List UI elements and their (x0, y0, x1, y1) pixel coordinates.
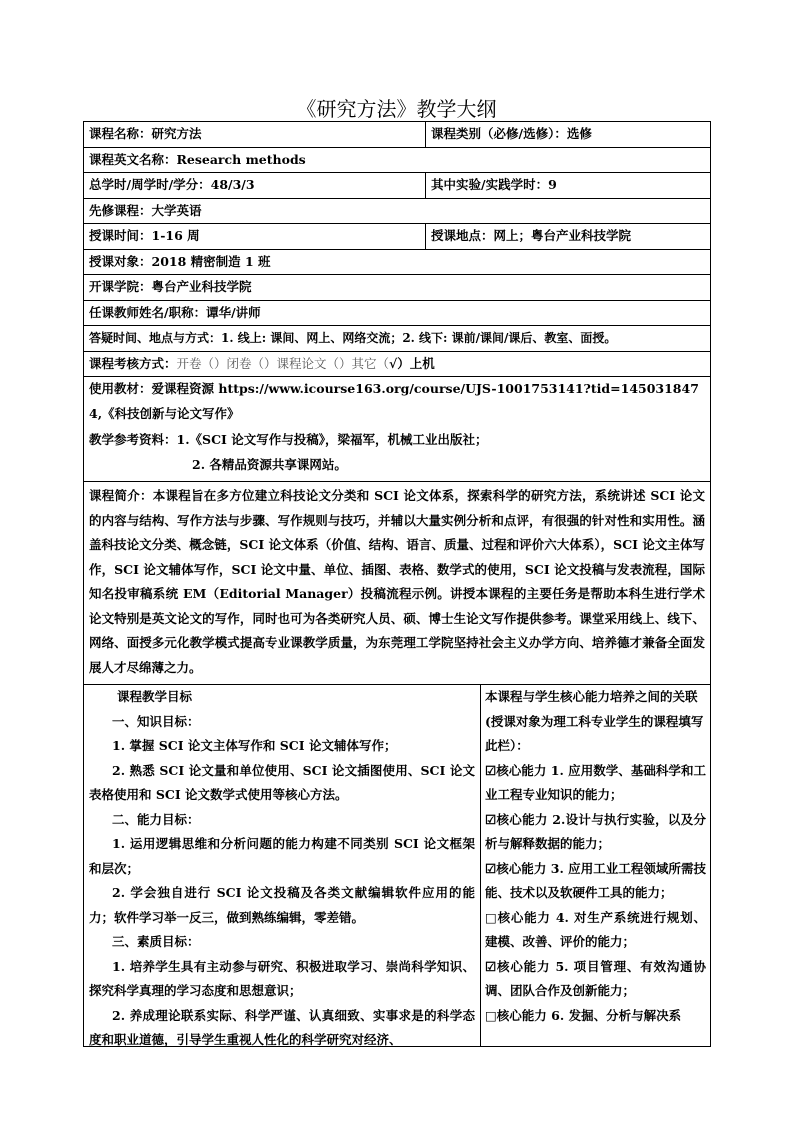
goal-item: 三、素质目标： (112, 934, 200, 949)
english-name: 课程英文名称：Research methods (89, 151, 306, 167)
course-name: 课程名称：研究方法 (84, 122, 426, 147)
assessment-options: 开卷（）闭卷（）课程论文（）其它（ (176, 355, 390, 371)
teaching-place: 授课地点：网上；粤台产业科技学院 (431, 228, 632, 243)
reference-1: 教学参考资料：1.《SCI 论文写作与投稿》，梁福军，机械工业出版社； (89, 432, 488, 447)
course-type: 课程类别（必修/选修）：选修 (431, 126, 592, 141)
core-ability-item: ☑核心能力 5. 项目管理、有效沟通协调、团队合作及创新能力； (485, 958, 706, 998)
goal-item: 2. 养成理论联系实际、科学严谨、认真细致、实事求是的科学态度和职业道德，引导学生重视人性化的科学研究对经济、 (89, 1007, 475, 1046)
goals-heading: 课程教学目标 (117, 689, 193, 704)
lab-hours: 其中实验/实践学时：9 (431, 177, 557, 192)
teaching-goals (84, 685, 481, 1046)
core-abilities (481, 685, 710, 1046)
assessment-selected: √）上机 (389, 355, 435, 371)
document-title: 《研究方法》教学大纲 (296, 97, 497, 121)
core-ability-item: □核心能力 6. 发掘、分析与解决系 (485, 1007, 682, 1023)
reference-2: 2. 各精品资源共享课网站。 (192, 456, 347, 472)
goal-item: 1. 掌握 SCI 论文主体写作和 SCI 论文辅体写作； (112, 738, 397, 753)
goal-item: 2. 熟悉 SCI 论文量和单位使用、SCI 论文插图使用、SCI 论文表格使用和 SCI 论文数学式使用等核心方法。 (89, 762, 475, 802)
abilities-heading: 本课程与学生核心能力培养之间的关联(授课对象为理工科专业学生的课程填写此栏）： (485, 689, 704, 753)
core-ability-item: □核心能力 4. 对生产系统进行规划、建模、改善、评价的能力； (485, 909, 706, 949)
prerequisite: 先修课程：大学英语 (89, 202, 202, 218)
goal-item: 二、能力目标： (112, 811, 200, 827)
qa-info: 答疑时间、地点与方式：1. 线上: 课间、网上、网络交流；2. 线下: 课前/课间/课后、教室、面授。 (89, 331, 617, 345)
syllabus-table (83, 121, 711, 1047)
textbook: 使用教材：爱课程资源 https://www.icourse163.org/course/UJS-1001753141?tid=1450318474,《科技创新与论文写作》 (89, 381, 699, 421)
core-ability-item: ☑核心能力 1. 应用数学、基础科学和工业工程专业知识的能力； (485, 762, 706, 802)
hours: 总学时/周学时/学分：48/3/3 (84, 173, 426, 198)
target-class: 授课对象：2018 精密制造 1 班 (89, 253, 271, 269)
goal-item: 1. 运用逻辑思维和分析问题的能力构建不同类别 SCI 论文框架和层次； (89, 836, 475, 876)
course-intro: 课程简介：本课程旨在多方位建立科技论文分类和 SCI 论文体系，探索科学的研究方法，系统讲述 SCI 论文的内容与结构、写作方法与步骤、写作规则与技巧，并辅以大量实例分析和点评，有很强的针对性和实用性。涵盖科技论文分类、概念链，SCI 论文体系（价值、结构、语言、质量、过程和评价六大体系），SCI 论文主体写作，SCI 论文辅体写作，SCI 论文中量、单位、插图、表格、数学式的使用，SCI 论文投稿与发表流程，国际知名投审稿系统 EM（Editorial Manager）投稿流程示例。讲授本课程的主要任务是帮助本科生进行学术论文特别是英文论文的写作，同时也可为各类研究人员、硕、博士生论文写作提供参考。课堂采用线上、线下、网络、面授多元化教学模式提高专业课教学质量，为东莞理工学院坚持社会主义办学方向、培养德才兼备全面发展人才尽绵薄之力。 (89, 488, 705, 675)
goal-item: 2. 学会独自进行 SCI 论文投稿及各类文献编辑软件应用的能力；软件学习举一反三，做到熟练编辑，零差错。 (89, 885, 475, 925)
core-ability-item: ☑核心能力 3. 应用工业工程领域所需技能、技术以及软硬件工具的能力； (485, 860, 706, 900)
assessment-label: 课程考核方式： (89, 355, 177, 371)
core-ability-item: ☑核心能力 2.设计与执行实验，以及分析与解释数据的能力； (485, 811, 706, 851)
teaching-time: 授课时间：1-16 周 (84, 224, 426, 249)
college: 开课学院：粤台产业科技学院 (89, 279, 252, 294)
teacher: 任课教师姓名/职称：谭华/讲师 (89, 304, 261, 320)
assessment (84, 352, 710, 377)
goal-item: 一、知识目标： (112, 713, 200, 729)
goal-item: 1. 培养学生具有主动参与研究、积极进取学习、崇尚科学知识、探究科学真理的学习态度和思想意识； (89, 958, 475, 998)
